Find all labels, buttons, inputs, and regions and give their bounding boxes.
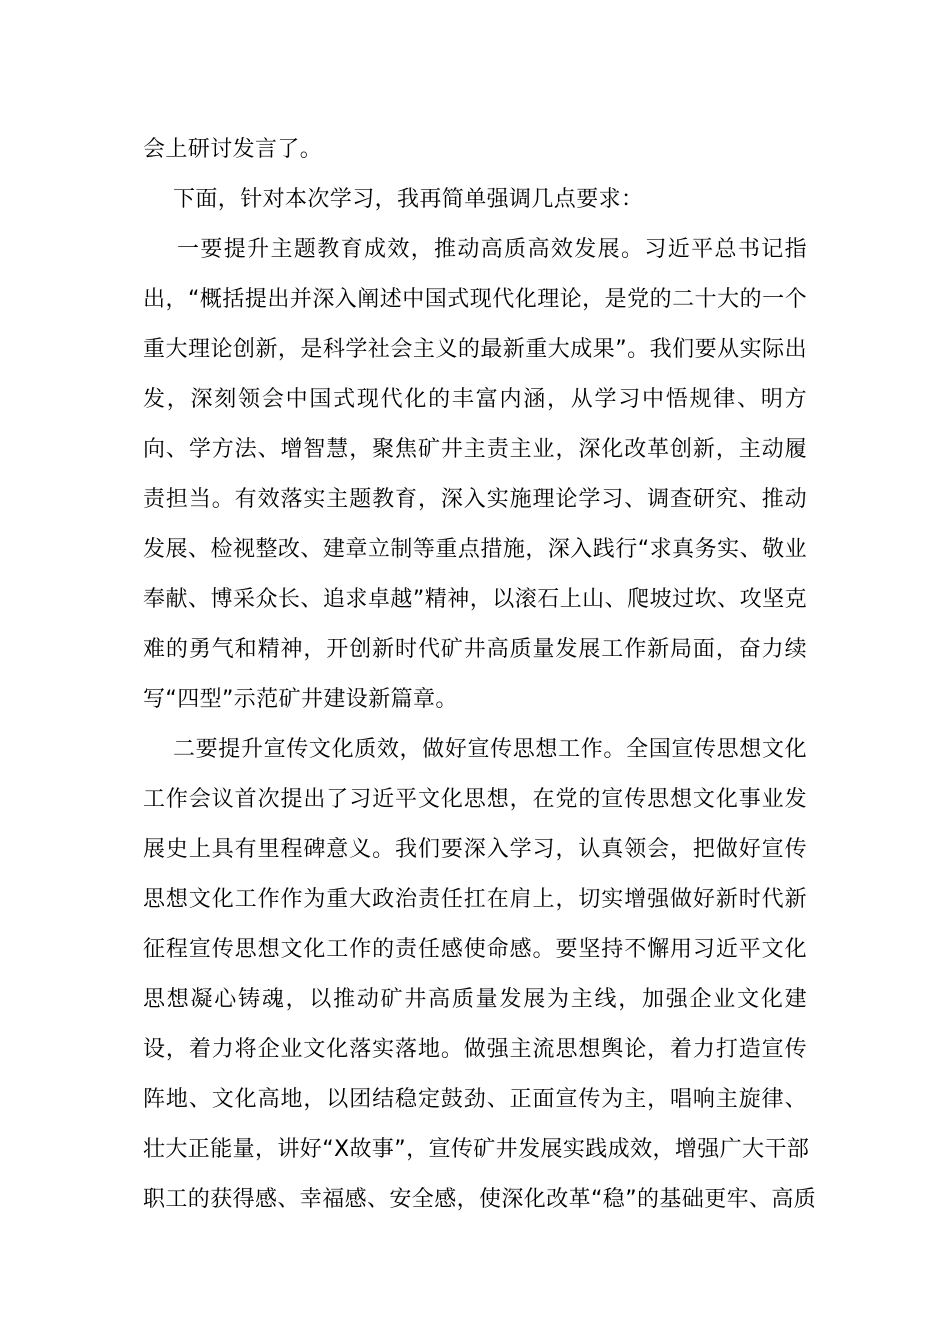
text-line: 奉献、博采众长、追求卓越”精神，以滚石上山、爬坡过坎、攻坚克 [143,587,807,612]
paragraph [143,125,807,175]
text-line: 写“四型”示范矿井建设新篇章。 [143,687,458,712]
text-line: 壮大正能量，讲好“X故事”，宣传矿井发展实践成效，增强广大干部 [143,1137,810,1162]
text-line: 思想凝心铸魂，以推动矿井高质量发展为主线，加强企业文化建 [143,987,807,1012]
text-line: 发，深刻领会中国式现代化的丰富内涵，从学习中悟规律、明方 [143,387,807,412]
text-line: 职工的获得感、幸福感、安全感，使深化改革“稳”的基础更牢、高质 [143,1187,817,1212]
paragraph [143,225,807,725]
text-line: 思想文化工作作为重大政治责任扛在肩上，切实增强做好新时代新 [143,887,807,912]
paragraph [143,725,817,1225]
text-line: 阵地、文化高地，以团结稳定鼓劲、正面宣传为主，唱响主旋律、 [143,1087,807,1112]
paragraph [143,175,807,225]
text-line: 难的勇气和精神，开创新时代矿井高质量发展工作新局面，奋力续 [143,637,807,662]
text-line: 发展、检视整改、建章立制等重点措施，深入践行“求真务实、敬业 [143,537,807,562]
text-line: 征程宣传思想文化工作的责任感使命感。要坚持不懈用习近平文化 [143,937,807,962]
text-line: 下面，针对本次学习，我再简单强调几点要求： [173,187,644,212]
text-line: 会上研讨发言了。 [143,137,323,162]
text-line: 重大理论创新，是科学社会主义的最新重大成果”。我们要从实际出 [143,337,807,362]
text-line: 责担当。有效落实主题教育，深入实施理论学习、调查研究、推动 [143,487,807,512]
text-line: 向、学方法、增智慧，聚焦矿井主责主业，深化改革创新，主动履 [143,437,807,462]
document-body [143,125,817,1225]
text-line: 工作会议首次提出了习近平文化思想，在党的宣传思想文化事业发 [143,787,807,812]
text-line: 二要提升宣传文化质效，做好宣传思想工作。全国宣传思想文化 [173,737,807,762]
text-line: 设，着力将企业文化落实落地。做强主流思想舆论，着力打造宣传 [143,1037,807,1062]
text-line: 展史上具有里程碑意义。我们要深入学习，认真领会，把做好宣传 [143,837,807,862]
text-line: 出，“概括提出并深入阐述中国式现代化理论，是党的二十大的一个 [143,287,807,312]
text-line: 一要提升主题教育成效，推动高质高效发展。习近平总书记指 [177,237,807,262]
